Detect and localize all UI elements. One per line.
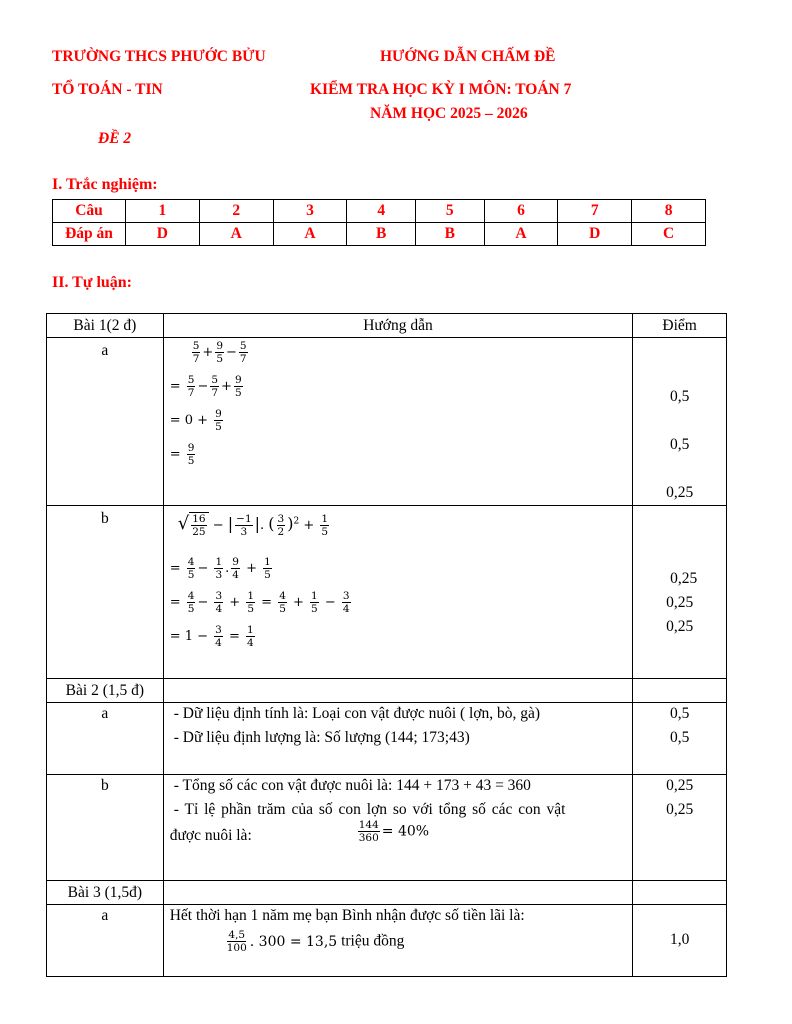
score-value: 0,25 bbox=[670, 570, 698, 587]
part-label-text: a bbox=[101, 907, 109, 924]
score-value: 0,25 bbox=[666, 484, 694, 501]
guide-line: - Dữ liệu định lượng là: Số lượng (144; 173;43) bbox=[173, 729, 470, 746]
empty-cell bbox=[163, 881, 632, 905]
answer-cell: D bbox=[558, 223, 632, 246]
bai2b-solution bbox=[163, 775, 632, 881]
answer-row bbox=[53, 223, 706, 246]
title-line-1: HƯỚNG DẪN CHẤM ĐỀ bbox=[380, 48, 556, 65]
table-row bbox=[47, 703, 727, 775]
table-row bbox=[47, 775, 727, 881]
math-line: $\frac{5}{7}$ + $\frac{9}{5}$ − $\frac{5}{7}$ bbox=[192, 340, 247, 365]
score-cell bbox=[633, 905, 727, 977]
guide-line: - Tổng số các con vật được nuôi là: 144 + 173 + 43 = 360 bbox=[173, 777, 531, 794]
question-label: Câu bbox=[53, 200, 126, 223]
answer-cell: A bbox=[484, 223, 558, 246]
title-line-3: NĂM HỌC 2025 – 2026 bbox=[370, 105, 528, 122]
percent-result: = 40% bbox=[381, 823, 430, 840]
part-label-text: a bbox=[101, 705, 109, 722]
math-line: = $\frac{9}{5}$ bbox=[169, 442, 195, 467]
score-header: Điểm bbox=[633, 314, 727, 338]
bai1b-solution bbox=[163, 506, 632, 679]
answer-cell: B bbox=[415, 223, 484, 246]
interest-equation: . 300 = 13,5 bbox=[249, 933, 338, 950]
score-value: 0,5 bbox=[670, 388, 690, 405]
answer-cell: A bbox=[199, 223, 273, 246]
section-multiple-choice: I. Trắc nghiệm: bbox=[52, 176, 158, 193]
score-value: 0,5 bbox=[670, 436, 690, 453]
score-cell bbox=[633, 338, 727, 506]
score-value: 0,5 bbox=[670, 705, 690, 722]
grading-table bbox=[46, 313, 727, 977]
answer-cell: C bbox=[632, 223, 706, 246]
question-number: 8 bbox=[632, 200, 706, 223]
math-line: $\frac{144}{360}$ = 40% bbox=[358, 819, 430, 844]
bai2a-solution bbox=[163, 703, 632, 775]
math-line: = $\frac{5}{7}$ − $\frac{5}{7}$ + $\frac{9}{5}$ bbox=[169, 374, 242, 399]
empty-cell bbox=[633, 679, 727, 703]
bai3a-solution bbox=[163, 905, 632, 977]
score-value: 0,25 bbox=[666, 777, 694, 794]
score-value: 0,5 bbox=[670, 729, 690, 746]
part-label-text: b bbox=[100, 510, 109, 527]
guide-header: Hướng dẫn bbox=[163, 314, 632, 338]
exam-code: ĐỀ 2 bbox=[98, 130, 132, 147]
math-line: = 0 + $\frac{9}{5}$ bbox=[169, 408, 222, 433]
interest-unit: triệu đồng bbox=[341, 932, 405, 950]
math-line: $\frac{4,5}{100}$ . 300 = 13,5 triệu đồng bbox=[226, 929, 405, 954]
bai3-header: Bài 3 (1,5đ) bbox=[47, 881, 164, 905]
question-number: 3 bbox=[273, 200, 347, 223]
empty-cell bbox=[633, 881, 727, 905]
section-essay: II. Tự luận: bbox=[52, 274, 133, 291]
guide-line: - Tỉ lệ phần trăm của số con lợn so với tổng số các con vật bbox=[173, 801, 566, 818]
bai1a-solution bbox=[163, 338, 632, 506]
part-label bbox=[47, 338, 164, 506]
score-value: 1,0 bbox=[670, 931, 690, 948]
question-number: 4 bbox=[347, 200, 416, 223]
answer-cell: A bbox=[273, 223, 347, 246]
answer-cell: B bbox=[347, 223, 416, 246]
score-cell bbox=[633, 703, 727, 775]
table-row bbox=[47, 881, 727, 905]
part-label-text: b bbox=[100, 777, 109, 794]
part-label bbox=[47, 905, 164, 977]
question-number: 1 bbox=[126, 200, 200, 223]
table-row bbox=[47, 506, 727, 679]
bai2-header: Bài 2 (1,5 đ) bbox=[47, 679, 164, 703]
table-row bbox=[47, 679, 727, 703]
question-row bbox=[53, 200, 706, 223]
part-label bbox=[47, 506, 164, 679]
score-cell bbox=[633, 506, 727, 679]
answer-key-table bbox=[52, 199, 706, 246]
guide-line: Hết thời hạn 1 năm mẹ bạn Bình nhận được số tiền lãi là: bbox=[169, 907, 525, 924]
part-label-text: a bbox=[101, 342, 109, 359]
score-cell bbox=[633, 775, 727, 881]
title-line-2: KIỂM TRA HỌC KỲ I MÔN: TOÁN 7 bbox=[310, 81, 572, 98]
math-line: = $\frac{4}{5}$ − $\frac{3}{4}$ + $\frac{1}{5}$ = $\frac{4}{5}$ + $\frac{1}{5}$ − $\frac{3}{4}$ bbox=[169, 590, 350, 615]
guide-line: được nuôi là: bbox=[169, 827, 252, 844]
score-value: 0,25 bbox=[666, 618, 694, 635]
empty-cell bbox=[163, 679, 632, 703]
math-line: = 1 − $\frac{3}{4}$ = $\frac{1}{4}$ bbox=[169, 624, 254, 649]
question-number: 5 bbox=[415, 200, 484, 223]
table-row bbox=[47, 905, 727, 977]
table-header-row bbox=[47, 314, 727, 338]
question-number: 6 bbox=[484, 200, 558, 223]
department-name: TỔ TOÁN - TIN bbox=[52, 81, 163, 98]
question-number: 2 bbox=[199, 200, 273, 223]
math-line: √ $\frac{16}{25}$ − | $\frac{-1}{3}$ |. ( $\frac{3}{2}$ )$^2$ + $\frac{1}{5}$ bbox=[177, 513, 329, 538]
part-label bbox=[47, 775, 164, 881]
school-name: TRƯỜNG THCS PHƯỚC BỬU bbox=[52, 48, 266, 65]
question-number: 7 bbox=[558, 200, 632, 223]
score-value: 0,25 bbox=[666, 594, 694, 611]
table-row bbox=[47, 338, 727, 506]
guide-line: - Dữ liệu định tính là: Loại con vật được nuôi ( lợn, bò, gà) bbox=[173, 705, 541, 722]
score-value: 0,25 bbox=[666, 801, 694, 818]
answer-label: Đáp án bbox=[53, 223, 126, 246]
math-line: = $\frac{4}{5}$ − $\frac{1}{3}$ . $\frac{9}{4}$ + $\frac{1}{5}$ bbox=[169, 556, 271, 581]
part-label bbox=[47, 703, 164, 775]
bai1-header: Bài 1(2 đ) bbox=[47, 314, 164, 338]
answer-cell: D bbox=[126, 223, 200, 246]
